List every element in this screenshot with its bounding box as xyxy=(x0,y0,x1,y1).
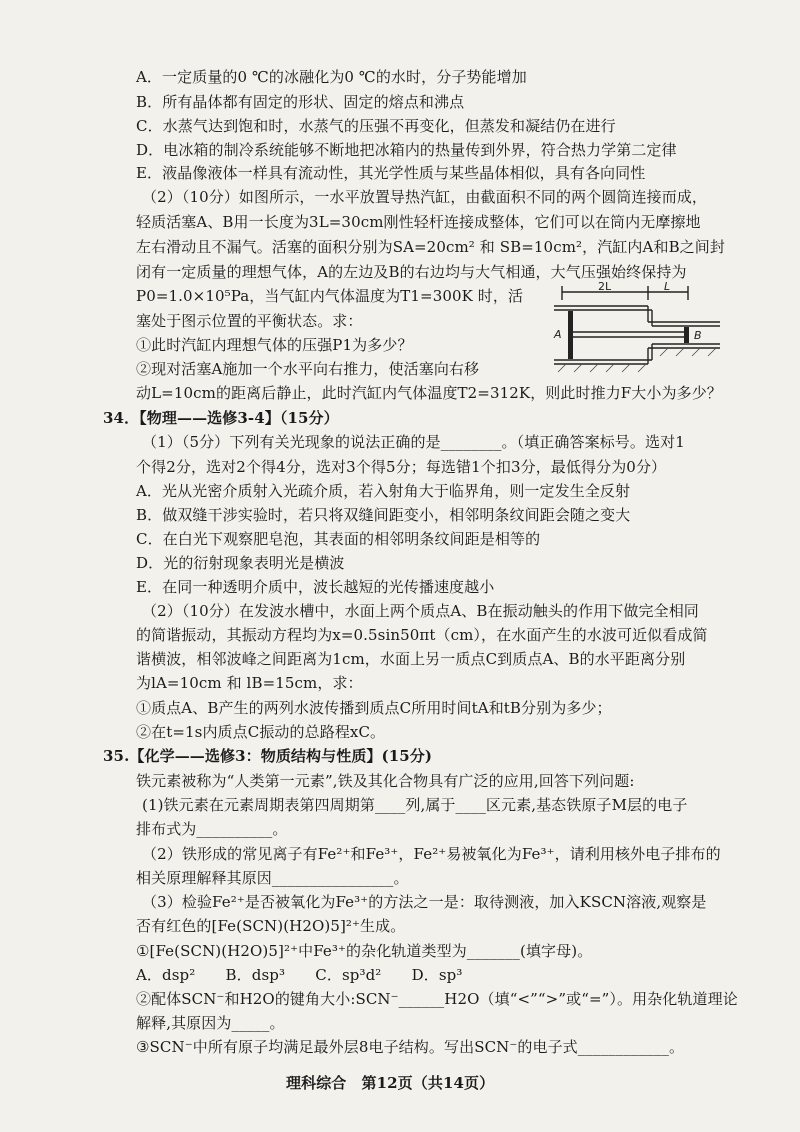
q34-part1-line: 个得2分，选对2个得4分，选对3个得5分；每选错1个扣3分，最低得分为0分） xyxy=(136,458,667,476)
q35-sub-1-options: A．dsp² B．dsp³ C．sp³d² D．sp³ xyxy=(136,966,463,984)
q34-option-a: A．光从光密介质射入光疏介质，若入射角大于临界角，则一定发生全反射 xyxy=(136,482,631,500)
q33-option-e: E．液晶像液体一样具有流动性，其光学性质与某些晶体相似，具有各向同性 xyxy=(136,164,646,182)
q35-intro: 铁元素被称为“人类第一元素”,铁及其化合物具有广泛的应用,回答下列问题: xyxy=(136,772,635,790)
q33-part2-line: 塞处于图示位置的平衡状态。求： xyxy=(136,312,363,330)
q33-question-2-cont: 动L=10cm的距离后静止，此时汽缸内气体温度T2=312K，则此时推力F大小为多少？ xyxy=(136,384,722,402)
label-l: L xyxy=(664,280,671,293)
q35-part1-cont: 排布式为__________。 xyxy=(136,820,288,838)
q33-option-d: D．电冰箱的制冷系统能够不断地把冰箱内的热量传到外界，符合热力学第二定律 xyxy=(136,141,677,159)
q35-title: 35.【化学——选修3：物质结构与性质】(15分) xyxy=(103,747,433,765)
q33-part2-line: 闭有一定质量的理想气体，A的左边及B的右边均与大气相通，大气压强始终保持为 xyxy=(136,263,687,281)
q35-part2-cont: 相关原理解释其原因________________。 xyxy=(136,869,409,887)
q34-question-1: ①质点A、B产生的两列水波传播到质点C所用时间tA和tB分别为多少； xyxy=(136,699,612,717)
q33-option-c: C．水蒸气达到饱和时，水蒸气的压强不再变化，但蒸发和凝结仍在进行 xyxy=(136,117,616,135)
cylinder-diagram xyxy=(548,280,738,380)
q34-part1-line: （1）（5分）下列有关光现象的说法正确的是________。（填正确答案标号。选对1 xyxy=(142,433,685,451)
q33-part2-line: 轻质活塞A、B用一长度为3L=30cm刚性轻杆连接成整体，它们可以在筒内无摩擦地 xyxy=(136,213,701,231)
q34-title: 34．【物理——选修3-4】（15分） xyxy=(103,409,339,427)
q35-part1: (1)铁元素在元素周期表第四周期第____列,属于____区元素,基态铁原子M层的电子 xyxy=(142,796,688,814)
q35-sub-2: ②配体SCN⁻和H2O的键角大小:SCN⁻______H2O（填“<”“>”或“=”）。用杂化轨道理论 xyxy=(136,990,738,1008)
q34-question-2: ②在t=1s内质点C振动的总路程xC。 xyxy=(136,723,386,741)
q34-part2-line: （2）（10分）在发波水槽中，水面上两个质点A、B在振动触头的作用下做完全相同 xyxy=(142,602,699,620)
q34-option-e: E．在同一种透明介质中，波长越短的光传播速度越小 xyxy=(136,578,495,596)
page-footer: 理科综合 第12页（共14页） xyxy=(286,1074,495,1092)
label-a: A xyxy=(554,328,562,341)
q34-option-c: C．在白光下观察肥皂泡，其表面的相邻明条纹间距是相等的 xyxy=(136,530,541,548)
q33-part2-line: （2）（10分）如图所示，一水平放置导热汽缸，由截面积不同的两个圆筒连接而成， xyxy=(142,188,708,206)
q33-part2-line: 左右滑动且不漏气。活塞的面积分别为SA=20cm² 和 SB=10cm²，汽缸内A和B之间封 xyxy=(136,238,725,256)
q34-option-b: B．做双缝干涉实验时，若只将双缝间距变小，相邻明条纹间距会随之变大 xyxy=(136,506,631,524)
q33-part2-line: P0=1.0×10⁵Pa，当气缸内气体温度为T1=300K 时，活 xyxy=(136,287,524,305)
q35-sub-2-cont: 解释,其原因为_____。 xyxy=(136,1014,285,1032)
q34-option-d: D．光的衍射现象表明光是横波 xyxy=(136,554,345,572)
label-2l: 2L xyxy=(598,280,612,293)
q33-question-1: ①此时汽缸内理想气体的压强P1为多少？ xyxy=(136,336,413,354)
q33-question-2: ②现对活塞A施加一个水平向右推力，使活塞向右移 xyxy=(136,360,480,378)
q34-part2-line: 的简谐振动，其振动方程均为x=0.5sin50πt（cm），在水面产生的水波可近似看成简 xyxy=(136,626,708,644)
q34-part2-line: 谐横波，相邻波峰之间距离为1cm，水面上另一质点C到质点A、B的水平距离分别 xyxy=(136,650,686,668)
q35-sub-3: ③SCN⁻中所有原子均满足最外层8电子结构。写出SCN⁻的电子式____________。 xyxy=(136,1038,685,1056)
label-b: B xyxy=(694,329,702,342)
q35-part2: （2）铁形成的常见离子有Fe²⁺和Fe³⁺，Fe²⁺易被氧化为Fe³⁺，请利用核外电子排布的 xyxy=(142,845,721,863)
q34-part2-line: 为lA=10cm 和 lB=15cm，求： xyxy=(136,674,363,692)
q35-part3: （3）检验Fe²⁺是否被氧化为Fe³⁺的方法之一是：取待测液，加入KSCN溶液,观察是 xyxy=(142,893,707,911)
q35-part3-cont: 否有红色的[Fe(SCN)(H2O)5]²⁺生成。 xyxy=(136,917,406,935)
q35-sub-1: ①[Fe(SCN)(H2O)5]²⁺中Fe³⁺的杂化轨道类型为_______(填字母)。 xyxy=(136,942,593,960)
q33-option-a: A．一定质量的0 ℃的冰融化为0 ℃的水时，分子势能增加 xyxy=(136,68,527,86)
q33-option-b: B．所有晶体都有固定的形状、固定的熔点和沸点 xyxy=(136,93,465,111)
